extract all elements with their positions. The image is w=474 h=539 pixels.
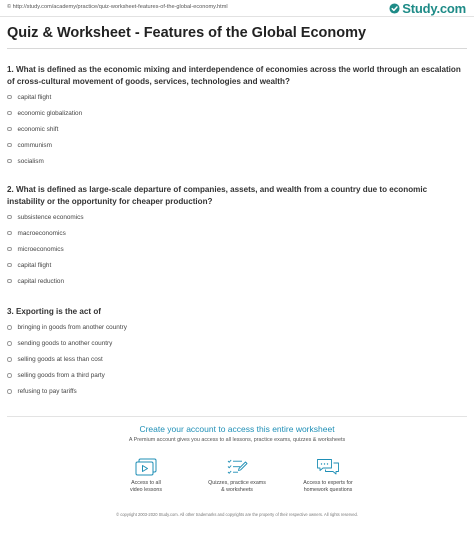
radio-button[interactable]: [7, 111, 12, 116]
page-title: Quiz & Worksheet - Features of the Global Economy: [7, 25, 367, 41]
answer-choice[interactable]: [7, 371, 105, 381]
feature-video-lessons: [101, 458, 191, 493]
study-logo[interactable]: [389, 1, 466, 15]
choice-label: capital reduction: [17, 277, 65, 285]
copyright-footer: © copyright 2003-2020 Study.com. All other trademarks and copyrights are the property of their respective owners. All rights reserved.: [116, 512, 358, 517]
question-text: 1. What is defined as the economic mixing and interdependence of economies across the world through an escalation of cross-cultural movement of goods, services, technologies and wealth?: [7, 65, 461, 86]
answer-choice[interactable]: [7, 244, 64, 254]
radio-button[interactable]: [7, 95, 12, 100]
feature-label-line: homework questions: [303, 486, 353, 493]
feature-quizzes: [192, 458, 282, 493]
choice-label: economic shift: [17, 125, 59, 133]
answer-choice[interactable]: [7, 276, 64, 286]
study-logo-text: Study.com: [402, 0, 466, 16]
page-url: © http://study.com/academy/practice/quiz-worksheet-features-of-the-global-economy.html: [7, 4, 228, 10]
radio-button[interactable]: [7, 127, 12, 132]
choice-label: economic globalization: [17, 109, 83, 117]
choice-label: bringing in goods from another country: [17, 324, 127, 332]
answer-choice[interactable]: [7, 228, 66, 238]
question-1: [7, 64, 465, 165]
feature-label-line: video lessons: [129, 486, 163, 493]
feature-label: [192, 480, 282, 493]
radio-button[interactable]: [7, 325, 12, 330]
promo-title[interactable]: Create your account to access this entire worksheet: [139, 424, 335, 434]
feature-label-line: Quizzes, practice exams: [208, 480, 266, 486]
expert-chat-icon: [316, 458, 340, 476]
video-lesson-icon: [135, 458, 157, 476]
quiz-checklist-icon: [226, 458, 248, 476]
answer-choice[interactable]: [7, 108, 82, 118]
radio-button[interactable]: [7, 373, 12, 378]
radio-button[interactable]: [7, 247, 12, 252]
answer-choice[interactable]: [7, 387, 77, 397]
feature-label-line: & worksheets: [221, 486, 253, 493]
answer-choice[interactable]: [7, 124, 58, 134]
answer-choice[interactable]: [7, 260, 51, 270]
question-2: [7, 184, 465, 285]
study-logo-icon: [389, 3, 400, 14]
radio-button[interactable]: [7, 215, 12, 220]
radio-button[interactable]: [7, 231, 12, 236]
choice-label: communism: [17, 141, 52, 149]
choice-label: macroeconomics: [17, 229, 66, 237]
choice-label: selling goods from a third party: [17, 372, 105, 380]
answer-choice[interactable]: [7, 92, 51, 102]
promo-divider: [7, 416, 467, 417]
choice-label: selling goods at less than cost: [17, 356, 103, 364]
promo-subtitle: A Premium account gives you access to all lessons, practice exams, quizzes & worksheets: [128, 437, 346, 443]
feature-label-line: Access to all: [131, 480, 161, 486]
radio-button[interactable]: [7, 159, 12, 164]
radio-button[interactable]: [7, 389, 12, 394]
answer-choice[interactable]: [7, 323, 127, 333]
choice-label: sending goods to another country: [17, 340, 113, 348]
feature-label-line: Access to experts for: [303, 480, 353, 486]
feature-experts: [283, 458, 373, 493]
radio-button[interactable]: [7, 357, 12, 362]
answer-choice[interactable]: [7, 355, 103, 365]
title-divider: [7, 48, 467, 49]
radio-button[interactable]: [7, 279, 12, 284]
choice-label: capital flight: [17, 93, 52, 101]
choice-label: subsistence economics: [17, 213, 84, 221]
question-3: [7, 306, 465, 396]
question-text: 3. Exporting is the act of: [7, 307, 101, 316]
radio-button[interactable]: [7, 263, 12, 268]
answer-choice[interactable]: [7, 339, 112, 349]
radio-button[interactable]: [7, 143, 12, 148]
page-header: [0, 0, 474, 17]
answer-choice[interactable]: [7, 156, 44, 166]
choice-label: capital flight: [17, 261, 52, 269]
answer-choice[interactable]: [7, 140, 52, 150]
radio-button[interactable]: [7, 341, 12, 346]
choice-label: socialism: [17, 157, 44, 165]
choice-label: refusing to pay tariffs: [17, 388, 77, 396]
feature-label: [283, 480, 373, 493]
question-text: 2. What is defined as large-scale departure of companies, assets, and wealth from a country due to economic instability or the opportunity for cheaper production?: [7, 185, 428, 206]
answer-choice[interactable]: [7, 212, 84, 222]
feature-label: [101, 480, 191, 493]
choice-label: microeconomics: [17, 245, 64, 253]
